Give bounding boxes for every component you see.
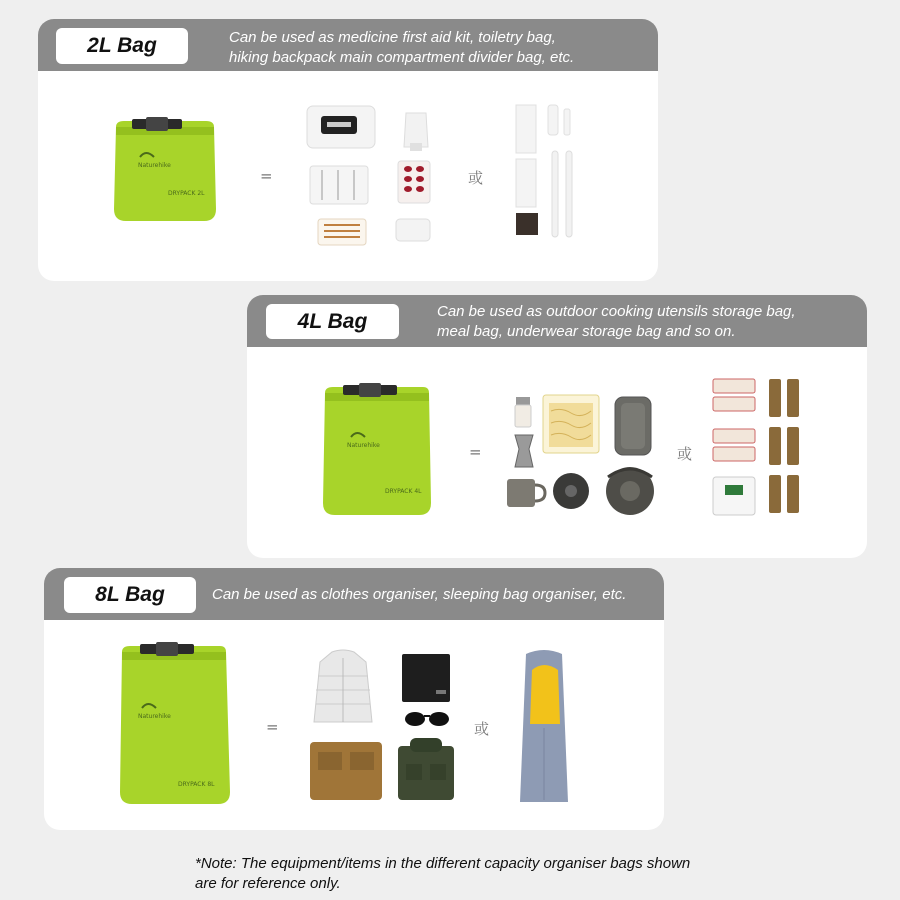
or-glyph: 或 [677, 445, 693, 463]
section-2l [38, 19, 658, 281]
cotton-swabs-icon [316, 217, 368, 247]
dry-bag-2l-icon [110, 113, 230, 233]
section-8l [44, 568, 664, 830]
svg-text:DRYPACK 4L: DRYPACK 4L [385, 488, 422, 495]
equals-sign: = [260, 167, 273, 185]
or-glyph: 或 [474, 720, 490, 738]
svg-text:DRYPACK 2L: DRYPACK 2L [168, 190, 205, 197]
dry-bag-4l-icon [319, 379, 439, 519]
pot-lid-icon [551, 471, 591, 511]
sleeping-bag-icon [514, 648, 574, 808]
wash-bottle-icon [398, 107, 434, 153]
svg-text:Naturehike: Naturehike [138, 713, 171, 720]
toothbrush-icon [512, 101, 582, 241]
camp-stove-icon [511, 431, 537, 471]
svg-text:Naturehike: Naturehike [138, 162, 171, 169]
towel-icon [400, 650, 452, 706]
wet-wipes-icon [305, 104, 377, 150]
size-label: 8L Bag [64, 577, 196, 613]
down-jacket-icon [310, 648, 376, 726]
pill-case-icon [394, 215, 432, 245]
camp-mug-icon [503, 473, 547, 509]
section-4l [247, 295, 867, 558]
or-glyph: 或 [468, 169, 484, 187]
jacket-icon [396, 736, 456, 802]
equals-sign: = [266, 718, 279, 736]
equals-sign: = [469, 443, 482, 461]
svg-text:Naturehike: Naturehike [347, 442, 380, 449]
sunglasses-icon [402, 708, 452, 730]
reference-note: *Note: The equipment/items in the different capacity organiser bags shown are for reference only. [195, 855, 691, 892]
kettle-icon [602, 463, 658, 515]
size-label: 2L Bag [56, 28, 188, 64]
folded-pants-icon [308, 738, 384, 802]
dry-bag-8l-icon [116, 638, 236, 806]
usage-description: Can be used as medicine first aid kit, toiletry bag, hiking backpack main compartment divider bag, etc. [229, 29, 575, 66]
instant-noodles-icon [541, 393, 601, 455]
svg-text:DRYPACK 8L: DRYPACK 8L [178, 781, 215, 788]
size-label: 4L Bag [266, 304, 399, 339]
medicine-pills-icon [396, 159, 432, 205]
spice-bottle-icon [513, 395, 533, 429]
lunch-box-icon [613, 395, 653, 457]
snack-bars-icon [713, 377, 805, 517]
bandage-strips-icon [308, 164, 370, 206]
usage-description: Can be used as outdoor cooking utensils storage bag, meal bag, underwear storage bag and so on. [437, 303, 796, 340]
usage-description: Can be used as clothes organiser, sleeping bag organiser, etc. [212, 586, 627, 603]
